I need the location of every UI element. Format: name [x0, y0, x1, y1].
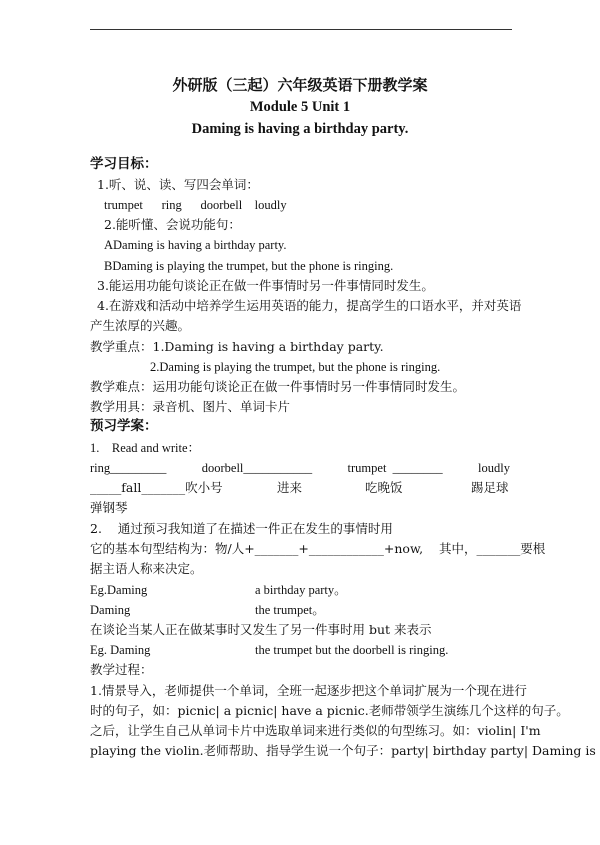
- key-points-line-1: 教学重点：1.Daming is having a birthday party.: [90, 339, 384, 354]
- objective-item-4: 4.在游戏和活动中培养学生运用英语的能力，提高学生的口语水平，并对英语: [97, 298, 522, 313]
- example-2-subject: Daming: [90, 603, 131, 617]
- objective-item-3: 3.能运用功能句谈论正在做一件事情时另一件事情同时发生。: [97, 278, 434, 293]
- example-3-subject: Eg. Daming: [90, 643, 151, 657]
- phrase-play-piano: 弹钢琴: [90, 500, 128, 515]
- sentence-pattern-line-1: 它的基本句型结构为：物/人+_______+____________+now, 其中，_______要根: [90, 541, 546, 556]
- fill-item-ring: ring_________: [90, 461, 167, 475]
- process-para-line-3: 之后，让学生自己从单词卡片中选取单词来进行类似的句型练习。如：violin| I'm: [90, 723, 541, 738]
- example-3-rest: the trumpet but the doorbell is ringing.: [255, 643, 449, 657]
- task-2-label: 2. 通过预习我知道了在描述一件正在发生的事情时用: [90, 521, 393, 536]
- objectives-heading: 学习目标：: [90, 156, 158, 172]
- key-points-line-2: 2.Daming is playing the trumpet, but the phone is ringing.: [150, 360, 441, 374]
- fill-item-trumpet: trumpet ________: [347, 461, 443, 475]
- preview-heading: 预习学案：: [90, 418, 158, 434]
- process-para-line-2: 时的句子，如：picnic| a picnic| have a picnic.老师带领学生演练几个这样的句子。: [90, 703, 569, 718]
- objective-item-2: 2.能听懂、会说功能句：: [104, 217, 241, 232]
- task-1-label: 1. Read and write：: [90, 441, 201, 455]
- vocab-fill-row: [90, 460, 510, 476]
- lesson-subtitle: Daming is having a birthday party.: [191, 121, 409, 137]
- objective-item-4-cont: 产生浓厚的兴趣。: [90, 318, 191, 333]
- fill-item-loudly: loudly: [478, 461, 510, 475]
- objective-item-1: 1.听、说、读、写四会单词：: [97, 177, 259, 192]
- function-sentence-b: BDaming is playing the trumpet, but the phone is ringing.: [104, 259, 394, 273]
- sentence-pattern-line-2: 据主语人称来决定。: [90, 561, 203, 576]
- vocabulary-words: trumpet ring doorbell loudly: [104, 198, 287, 212]
- document-title: 外研版（三起）六年级英语下册教学案: [172, 76, 428, 94]
- interrupt-explanation: 在谈论当某人正在做某事时又发生了另一件事时用 but 来表示: [90, 622, 432, 637]
- example-1-object: a birthday party。: [255, 583, 347, 597]
- process-para-line-4: playing the violin.老师帮助、指导学生说一个句子：party| birthday party| Daming is: [90, 743, 596, 758]
- teaching-difficulty: 教学难点：运用功能句谈论正在做一件事情时另一件事情同时发生。: [90, 379, 466, 394]
- fill-item-doorbell: doorbell___________: [201, 461, 313, 475]
- header-rule: [90, 29, 512, 30]
- fill-item-fall: _____fall_______吹小号: [90, 480, 223, 495]
- example-1-subject: Eg.Daming: [90, 583, 148, 597]
- phrase-come-in: 进来: [277, 480, 303, 495]
- teaching-tools: 教学用具：录音机、图片、单词卡片: [90, 399, 291, 414]
- example-2-object: the trumpet。: [255, 603, 325, 617]
- function-sentence-a: ADaming is having a birthday party.: [104, 238, 287, 252]
- phrase-play-football: 踢足球: [471, 480, 509, 495]
- module-heading: Module 5 Unit 1: [249, 99, 351, 115]
- process-para-line-1: 1.情景导入，老师提供一个单词，全班一起逐步把这个单词扩展为一个现在进行: [90, 683, 527, 698]
- process-heading: 教学过程：: [90, 662, 153, 677]
- phrase-have-dinner: 吃晚饭: [365, 480, 403, 495]
